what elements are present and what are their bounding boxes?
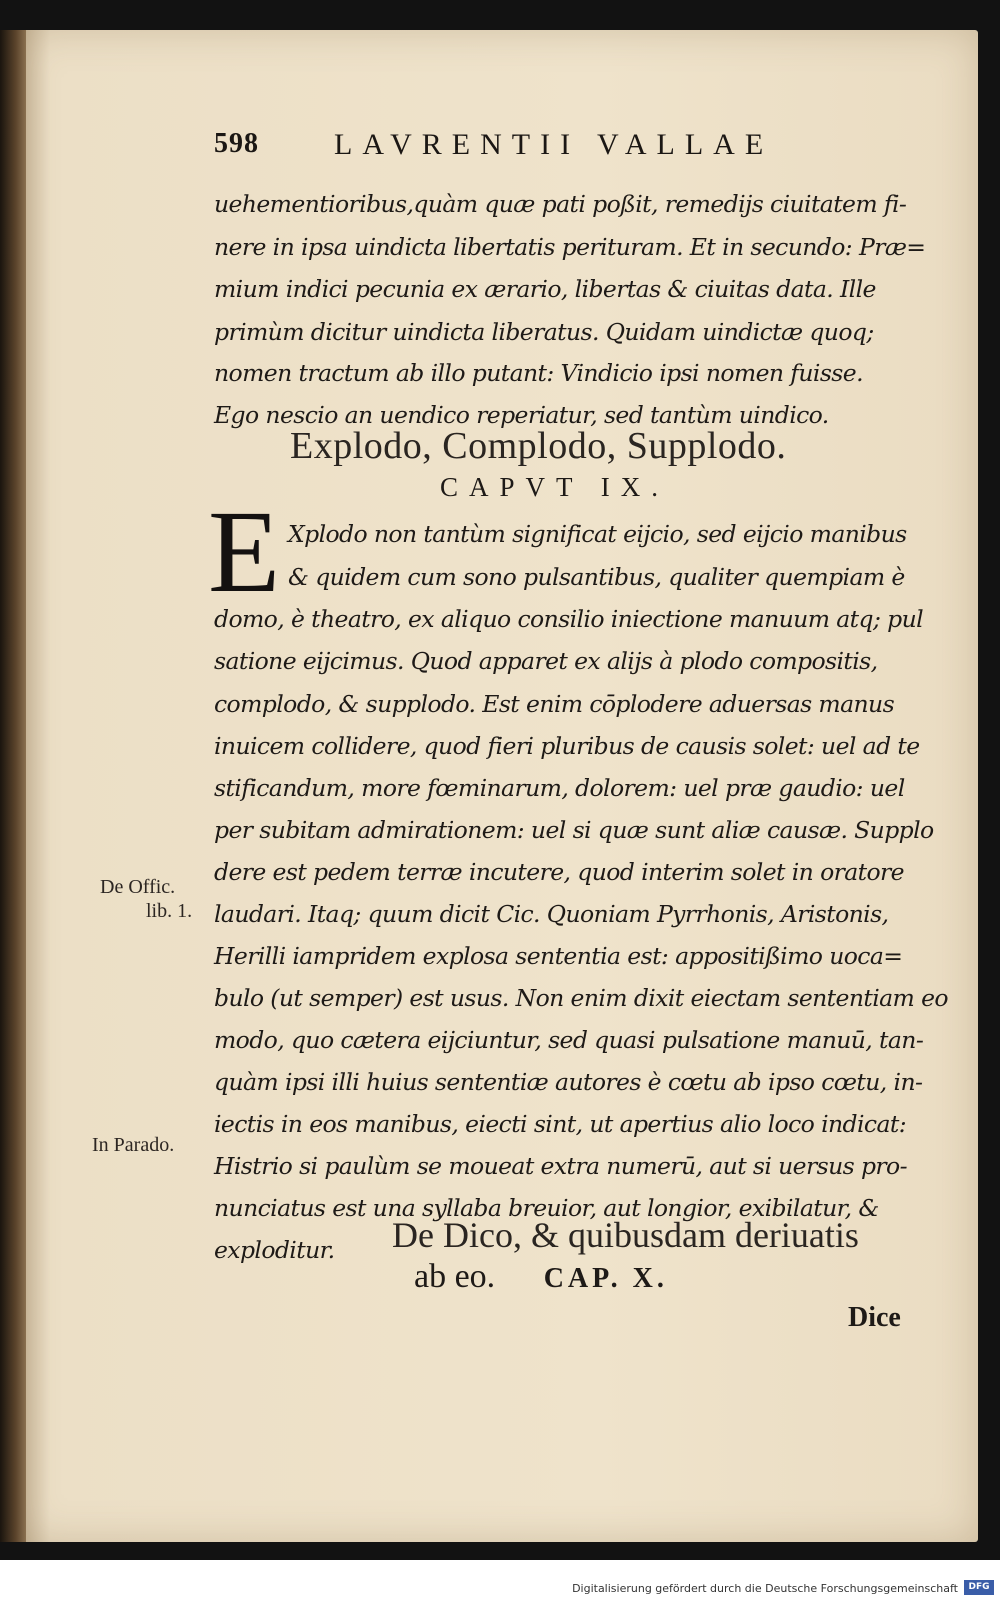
text-line: Xplodo non tantùm significat eijcio, sed eijcio manibus xyxy=(288,520,907,548)
text-line: uehementioribus,quàm quæ pati poßit, remedijs ciuitatem fi- xyxy=(214,190,907,218)
chapter-title: Explodo, Complodo, Supplodo. xyxy=(290,425,787,467)
running-head xyxy=(214,128,914,168)
drop-cap: E xyxy=(208,486,281,617)
text-line: dere est pedem terræ incutere, quod interim solet in oratore xyxy=(214,858,904,886)
text-line: nomen tractum ab illo putant: Vindicio ipsi nomen fuisse. xyxy=(214,359,863,387)
next-chapter-title: De Dico, & quibusdam deriuatis xyxy=(392,1215,859,1255)
text-line: quàm ipsi illi huius sententiæ autores è cœtu ab ipso cœtu, in- xyxy=(214,1068,923,1096)
text-line: nunciatus est una syllaba breuior, aut longior, exibilatur, & xyxy=(214,1194,879,1222)
margin-note: De Offic. xyxy=(100,876,176,898)
text-line: per subitam admirationem: uel si quæ sunt aliæ causæ. Supplo xyxy=(214,816,934,844)
text-line: inuicem collidere, quod fieri pluribus de causis solet: uel ad te xyxy=(214,732,920,760)
text-line: satione eijcimus. Quod apparet ex alijs à plodo compositis, xyxy=(214,647,878,675)
next-chapter-heading xyxy=(414,1258,668,1296)
dfg-logo-icon: DFG xyxy=(964,1580,994,1595)
text-line: complodo, & supplodo. Est enim cōplodere aduersas manus xyxy=(214,690,895,718)
margin-note: In Parado. xyxy=(92,1134,175,1156)
text-line: Ego nescio an uendico reperiatur, sed tantùm uindico. xyxy=(214,401,829,429)
text-line: & quidem cum sono pulsantibus, qualiter quempiam è xyxy=(288,563,905,591)
text-line: exploditur. xyxy=(214,1236,335,1264)
text-line: bulo (ut semper) est usus. Non enim dixit eiectam sententiam eo xyxy=(214,984,948,1012)
next-chapter-title-cont: ab eo. xyxy=(414,1258,496,1295)
text-line: Histrio si paulùm se moueat extra numerū, aut si uersus pro- xyxy=(214,1152,907,1180)
text-line: nere in ipsa uindicta libertatis perituram. Et in secundo: Præ= xyxy=(214,233,926,261)
running-title: LAVRENTII VALLAE xyxy=(334,128,774,161)
chapter-number: CAPVT IX. xyxy=(440,472,670,502)
text-line: mium indici pecunia ex ærario, libertas & ciuitas data. Ille xyxy=(214,275,876,303)
text-line: Herilli iampridem explosa sententia est: appositißimo uoca= xyxy=(214,942,903,970)
text-line: laudari. Itaq; quum dicit Cic. Quoniam Pyrrhonis, Aristonis, xyxy=(214,900,889,928)
footer-credit: Digitalisierung gefördert durch die Deutsche Forschungsgemeinschaft xyxy=(572,1582,958,1595)
footer-bar xyxy=(0,1560,1000,1602)
text-line: domo, è theatro, ex aliquo consilio iniectione manuum atq; pul xyxy=(214,605,924,633)
page-number: 598 xyxy=(214,128,259,159)
text-line: modo, quo cætera eijciuntur, sed quasi pulsatione manuū, tan- xyxy=(214,1026,924,1054)
next-chapter-number: CAP. X. xyxy=(543,1263,668,1294)
book-binding xyxy=(0,30,26,1542)
text-line: iectis in eos manibus, eiecti sint, ut apertius alio loco indicat: xyxy=(214,1110,907,1138)
margin-note: lib. 1. xyxy=(146,900,193,922)
catchword: Dice xyxy=(848,1302,901,1333)
text-line: primùm dicitur uindicta liberatus. Quidam uindictæ quoq; xyxy=(214,318,874,346)
text-line: stificandum, more fœminarum, dolorem: uel præ gaudio: uel xyxy=(214,774,905,802)
